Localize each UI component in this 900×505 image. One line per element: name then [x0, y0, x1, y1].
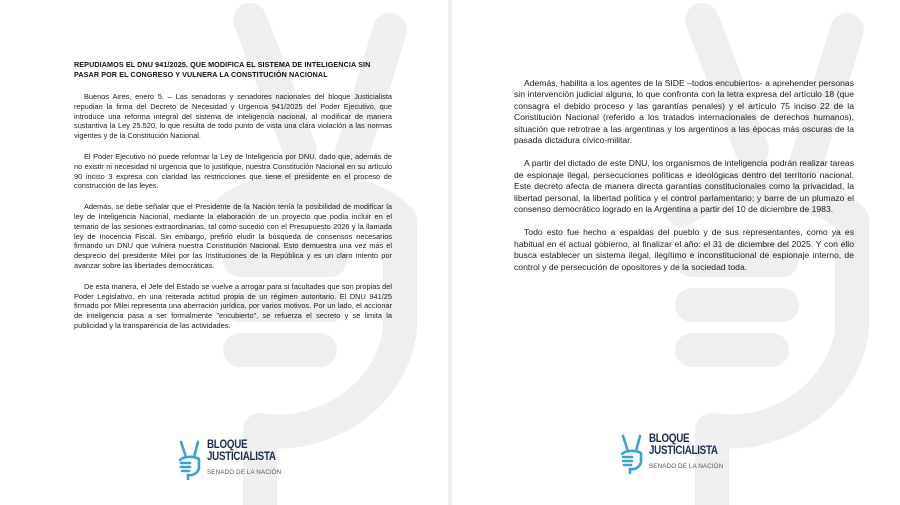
document-page-left [0, 0, 448, 505]
paragraph: Todo esto fue hecho a espaldas del pueblo y de sus representantes, como ya es habitual en el actual gobierno, al finalizar el año: el 31 de diciembre del 2025. Y con ello busca establecer un sistema ilegal, ilegítimo e inconstitucional de espionaje interno, de control y de persecución de opositores y de la sociedad toda. [514, 227, 854, 272]
paragraph: Además, habilita a los agentes de la SIDE –todos encubiertos- a aprehender personas sin intervención judicial alguna, lo que confronta con la letra expresa del artículo 18 (que consagra el debido proceso y las garantías penales) y el artículo 75 inciso 22 de la Constitución Nacional (referido a los tratados internacionales de derechos humanos), situación que retrotrae a las argentinas y los argentinos a las épocas más oscuras de la pasada dictadura cívico-militar. [514, 78, 854, 146]
bloque-justicialista-logo [176, 440, 288, 480]
logo-line-1: BLOQUE [207, 439, 248, 451]
bloque-justicialista-logo [618, 434, 730, 474]
logo-line-2: JUSTICIALISTA [207, 450, 276, 463]
press-release-left [74, 60, 392, 342]
press-release-title: REPUDIAMOS EL DNU 941/2025, QUE MODIFICA EL SISTEMA DE INTELIGENCIA SIN PASAR POR EL CONGRESO Y VULNERA LA CONSTITUCIÓN NACIONAL [74, 60, 371, 79]
paragraph: De esta manera, el Jefe del Estado se vuelve a arrogar para sí facultades que son propias del Poder Legislativo, en una reiterada actitud propia de un régimen autoritario. El DNU 941/25 firmado por Milei representa una aberración jurídica, por varios motivos. Por un lado, el accionar de inteligencia pasa a ser formalmente "encubierto", se refuerza el secreto y se limita la publicidad y la transparencia de las actividades. [74, 281, 392, 330]
v-sign-hand-icon [176, 440, 204, 480]
logo-line-2: JUSTICIALISTA [649, 444, 718, 457]
logo-subtitle: SENADO DE LA NACIÓN [207, 469, 282, 476]
logo-text [649, 434, 730, 470]
paragraph: A partir del dictado de este DNU, los organismos de inteligencia podrán realizar tareas de espionaje ilegal, persecuciones políticas e ideológicas dentro del territorio nacional. Este decreto afecta de manera directa garantías constitucionales como la privacidad, la libertad personal, la libertad política y el control parlamentario; y barre de un plumazo el consenso democrático logrado en la Argentina a partir del 10 de diciembre de 1983. [514, 158, 854, 215]
logo-line-1: BLOQUE [649, 433, 690, 445]
press-release-right [514, 78, 854, 285]
logo-subtitle: SENADO DE LA NACIÓN [649, 463, 724, 470]
logo-text [207, 440, 288, 476]
document-page-right [452, 0, 900, 505]
paragraph: Además, se debe señalar que el Presidente de la Nación tenía la posibilidad de modificar la ley de Inteligencia Nacional, mediante la elaboración de un proyecto que podía incluir en el temario de las sesiones extraordinarias, tal como sucedió con el Presupuesto 2026 y la llamada ley de Inocencia Fiscal. Sin embargo, prefirió eludir la búsqueda de consensos necesarios firmando un DNU que vulnera nuestra Constitución Nacional. Esto demuestra una vez más el desprecio del presidente Milei por las Instituciones de la República y es un claro intento por avanzar sobre las libertades democráticas. [74, 202, 392, 270]
paragraph: Buenos Aires, enero 5. – Las senadoras y senadores nacionales del bloque Justicialista repudian la firma del Decreto de Necesidad y Urgencia 941/2025 del Poder Ejecutivo, que introduce una reforma integral del sistema de inteligencia nacional, al modificar de manera sustantiva la Ley 25.520, lo que resulta de todo punto de vista una clara violación a las normas vigentes y de la Constitución Nacional. [74, 92, 392, 141]
v-sign-hand-icon [618, 434, 646, 474]
paragraph: El Poder Ejecutivo no puede reformar la Ley de Inteligencia por DNU, dado que, además de no existir ni necesidad ni urgencia que lo justifique, nuestra Constitución Nacional en su artículo 90 inciso 3 expresa con claridad las restricciones que tiene el presidente en el proceso de construcción de las leyes. [74, 151, 392, 191]
